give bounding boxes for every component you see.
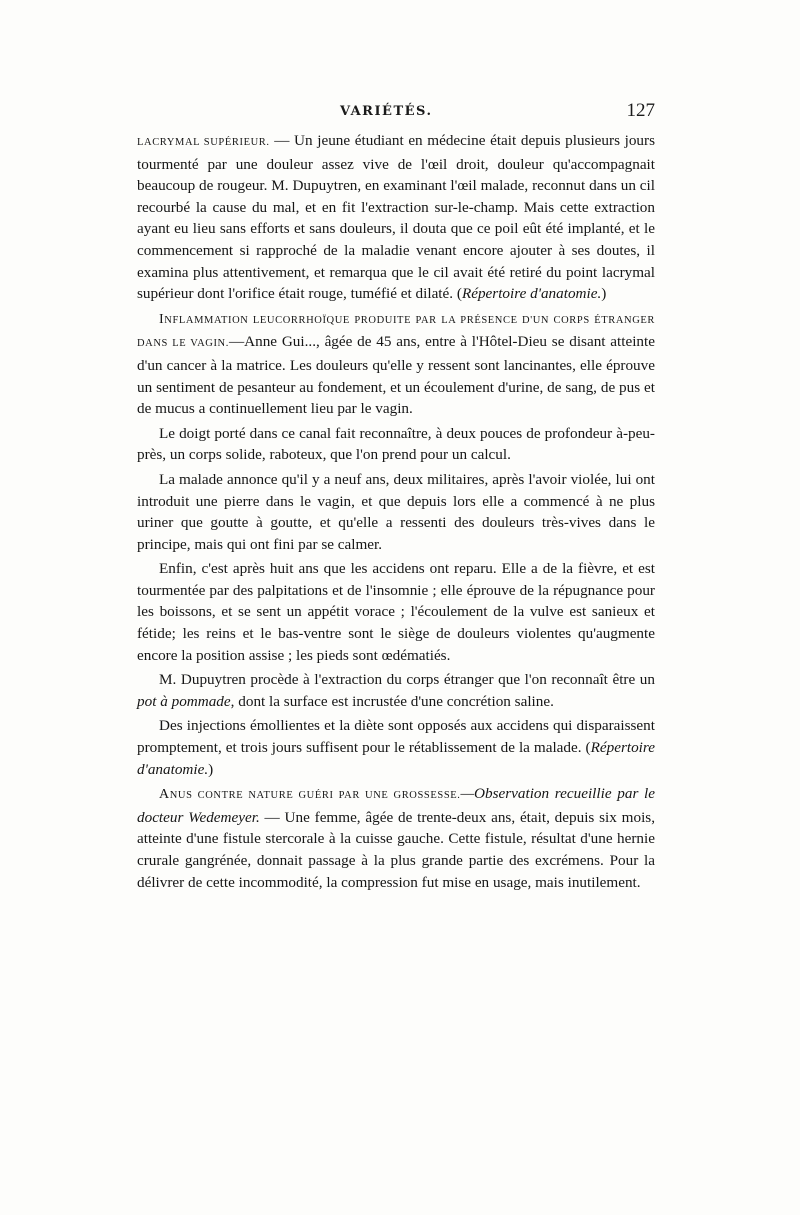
heading-initial: A <box>159 787 170 803</box>
page-header <box>135 100 655 126</box>
page-number: 127 <box>626 100 655 121</box>
citation: Répertoire d'anatomie. <box>137 739 655 778</box>
paragraph-extraction <box>137 669 655 712</box>
paragraph-malade <box>137 469 655 555</box>
paragraph-text: — Une femme, âgée de trente-deux ans, était, depuis six mois, atteinte d'une fistule stercorale à la cuisse gauche. Cette fistule, résultat d'une hernie crurale gangrénée, donnait passage à la plus grande partie des excrémens. Pour la délivrer de cette incommodité, la compression fut mise en usage, mais inutilement. <box>137 808 655 891</box>
observation-intro: —Observation recueillie par le docteur Wedemeyer. <box>137 785 655 826</box>
italic-term: pot à pommade <box>137 692 231 710</box>
heading-initial: I <box>159 311 165 327</box>
paragraph-enfin <box>137 558 655 666</box>
citation-close: ) <box>208 760 214 778</box>
heading-rest: NUS CONTRE NATURE GUÉRI PAR UNE GROSSESSE. <box>169 790 461 802</box>
paragraph-text: Enfin, c'est après huit ans que les accidens ont reparu. Elle a de la fièvre, et est tourmentée par des palpitations et de l'insomnie ; elle éprouve de la répugnance pour les boissons, et se sent un appétit vorace ; l'écoulement de la vulve est sanieux et fétide; les reins et le bas-ventre sont le siège de douleurs violentes qu'augmente encore la position assise ; les pieds sont œdématiés. <box>137 560 655 664</box>
section-heading: LACRYMAL SUPÉRIEUR. <box>137 137 270 148</box>
paragraph-anus <box>137 783 655 893</box>
paragraph-lacrymal <box>137 130 655 305</box>
paragraph-injections <box>137 715 655 780</box>
paragraph-text: —Anne Gui..., âgée de 45 ans, entre à l'Hôtel-Dieu se disant atteinte d'un cancer à la matrice. Les douleurs qu'elle y ressent sont lancinantes, elle éprouve un sentiment de pesanteur au fondement, et un écoulement d'urine, de sang, de pus et de mucus a continuellement lieu par le vagin. <box>137 333 655 418</box>
citation: Répertoire d'anatomie. <box>461 285 602 303</box>
paragraph-text: — Un jeune étudiant en médecine était depuis plusieurs jours tourmenté par une douleur assez vive de l'œil droit, douleur qu'accompagnait beaucoup de rougeur. M. Dupuytren, en examinant l'œil malade, reconnut dans un cil recourbé la cause du mal, et en fit l'extraction sur-le-champ. Mais cette extraction ayant eu lieu sans efforts et sans douleurs, il douta que ce poil eût été implanté, et le commencement si rapproché de la maladie venant encore ajouter à ses doutes, il examina plus attentivement, et remarqua que le cil avait été retiré du point lacrymal supérieur dont l'orifice était rouge, tuméfié et dilaté. ( <box>137 132 655 303</box>
paragraph-text: La malade annonce qu'il y a neuf ans, deux militaires, après l'avoir violée, lui ont introduit une pierre dans le vagin, et que depuis lors elle a commencé à ne plus uriner que goutte à goutte, et qu'elle a ressenti des douleurs très-vives dans le principe, mais qui ont fini par se calmer. <box>137 470 655 553</box>
body-text <box>137 130 655 896</box>
running-title: VARIÉTÉS. <box>340 104 433 119</box>
paragraph-doigt <box>137 423 655 466</box>
paragraph-inflammation <box>137 308 655 420</box>
paragraph-text-after: , dont la surface est incrustée d'une concrétion saline. <box>230 692 554 710</box>
citation-close: ) <box>601 285 607 303</box>
heading-rest: NFLAMMATION LEUCORRHOÏQUE PRODUITE PAR LA PRÉSENCE D'UN CORPS ÉTRANGER DANS LE VAGIN. <box>137 314 655 350</box>
paragraph-text: Des injections émollientes et la diète sont opposés aux accidens qui disparaissent promptement, et trois jours suffisent pour le rétablissement de la malade. ( <box>137 717 655 757</box>
section-heading <box>159 787 461 803</box>
paragraph-text: Le doigt porté dans ce canal fait reconnaître, à deux pouces de profondeur à-peu-près, un corps solide, raboteux, que l'on prend pour un calcul. <box>137 424 655 464</box>
paragraph-text: M. Dupuytren procède à l'extraction du corps étranger que l'on reconnaît être un <box>159 671 655 689</box>
